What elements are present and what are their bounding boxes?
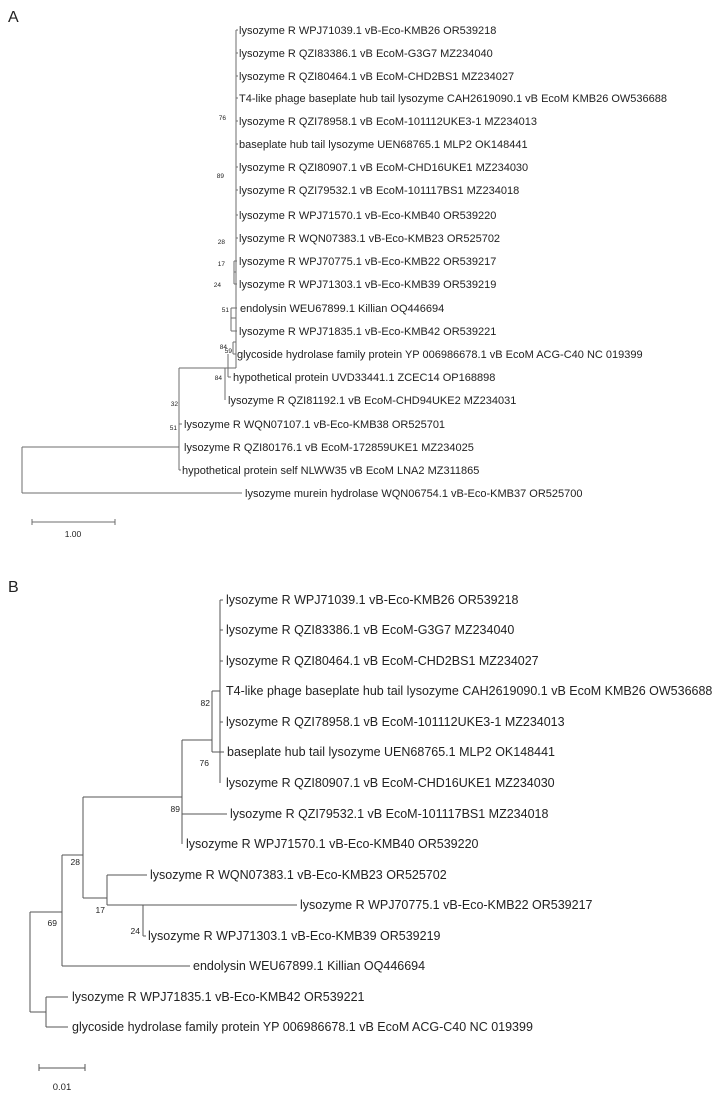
taxon-label: lysozyme murein hydrolase WQN06754.1 vB-Eco-KMB37 OR525700 (245, 488, 583, 500)
panel-b-bootstrap-labels (48, 698, 211, 936)
taxon-label: lysozyme R WPJ71835.1 vB-Eco-KMB42 OR539221 (72, 990, 365, 1004)
taxon-label: lysozyme R WQN07383.1 vB-Eco-KMB23 OR525702 (239, 233, 501, 245)
panel-a-scale-label: 1.00 (64, 529, 82, 539)
taxon-label: lysozyme R QZI83386.1 vB EcoM-G3G7 MZ234040 (226, 623, 515, 637)
bootstrap-value: 24 (213, 282, 221, 289)
taxon-label: T4-like phage baseplate hub tail lysozyme CAH2619090.1 vB EcoM KMB26 OW536688 (226, 684, 713, 698)
taxon-label: lysozyme R QZI79532.1 vB EcoM-101117BS1 MZ234018 (239, 185, 520, 197)
bootstrap-value: 51 (221, 307, 229, 314)
taxon-label: T4-like phage baseplate hub tail lysozyme CAH2619090.1 vB EcoM KMB26 OW536688 (239, 93, 668, 105)
taxon-label: lysozyme R QZI79532.1 vB EcoM-101117BS1 MZ234018 (230, 807, 549, 821)
taxon-label: glycoside hydrolase family protein YP 006986678.1 vB EcoM ACG-C40 NC 019399 (237, 349, 643, 361)
taxon-label: hypothetical protein self NLWW35 vB EcoM LNA2 MZ311865 (182, 465, 480, 477)
taxon-label: lysozyme R WPJ71039.1 vB-Eco-KMB26 OR539218 (239, 25, 497, 37)
taxon-label: lysozyme R QZI80907.1 vB EcoM-CHD16UKE1 MZ234030 (239, 162, 529, 174)
bootstrap-value: 76 (199, 758, 209, 768)
bootstrap-value: 24 (130, 926, 140, 936)
bootstrap-value: 89 (170, 804, 180, 814)
taxon-label: hypothetical protein UVD33441.1 ZCEC14 OP168898 (233, 372, 496, 384)
panel-b-taxon-labels (72, 593, 712, 1034)
panel-letters (8, 9, 19, 596)
taxon-label: lysozyme R WPJ71835.1 vB-Eco-KMB42 OR539221 (239, 326, 497, 338)
panel-a-taxon-labels (182, 25, 667, 500)
panel-b-letter: B (8, 579, 19, 596)
bootstrap-value: 28 (217, 239, 225, 246)
taxon-label: lysozyme R WPJ70775.1 vB-Eco-KMB22 OR539217 (239, 256, 497, 268)
bootstrap-value: 84 (214, 375, 222, 382)
bootstrap-value: 76 (218, 115, 226, 122)
taxon-label: lysozyme R QZI80464.1 vB EcoM-CHD2BS1 MZ234027 (239, 71, 515, 83)
taxon-label: endolysin WEU67899.1 Killian OQ446694 (193, 959, 426, 973)
taxon-label: lysozyme R QZI81192.1 vB EcoM-CHD94UKE2 MZ234031 (228, 395, 517, 407)
bootstrap-value: 84 (219, 344, 227, 351)
bootstrap-value: 89 (216, 173, 224, 180)
bootstrap-value: 17 (217, 261, 225, 268)
taxon-label: lysozyme R QZI80907.1 vB EcoM-CHD16UKE1 MZ234030 (226, 776, 555, 790)
bootstrap-value: 82 (200, 698, 210, 708)
taxon-label: glycoside hydrolase family protein YP 006986678.1 vB EcoM ACG-C40 NC 019399 (72, 1020, 533, 1034)
panel-a-letter: A (8, 9, 19, 26)
taxon-label: lysozyme R WPJ71570.1 vB-Eco-KMB40 OR539220 (239, 210, 497, 222)
taxon-label: lysozyme R WPJ70775.1 vB-Eco-KMB22 OR539217 (300, 898, 593, 912)
taxon-label: lysozyme R WPJ71570.1 vB-Eco-KMB40 OR539220 (186, 837, 479, 851)
taxon-label: lysozyme R WPJ71303.1 vB-Eco-KMB39 OR539219 (239, 279, 497, 291)
taxon-label: lysozyme R QZI80176.1 vB EcoM-172859UKE1 MZ234025 (184, 442, 474, 454)
taxon-label: baseplate hub tail lysozyme UEN68765.1 MLP2 OK148441 (227, 745, 555, 759)
taxon-label: baseplate hub tail lysozyme UEN68765.1 MLP2 OK148441 (239, 139, 528, 151)
scale-bar-labels (53, 529, 82, 1093)
bootstrap-value: 28 (70, 857, 80, 867)
taxon-label: lysozyme R QZI83386.1 vB EcoM-G3G7 MZ234040 (239, 48, 493, 60)
taxon-label: endolysin WEU67899.1 Killian OQ446694 (240, 303, 445, 315)
bootstrap-value: 51 (169, 425, 177, 432)
bootstrap-value: 59 (224, 348, 232, 355)
bootstrap-value: 69 (47, 918, 57, 928)
taxon-label: lysozyme R WQN07383.1 vB-Eco-KMB23 OR525702 (150, 868, 447, 882)
bootstrap-value: 32 (170, 401, 178, 408)
taxon-label: lysozyme R WQN07107.1 vB-Eco-KMB38 OR525701 (184, 419, 446, 431)
taxon-label: lysozyme R QZI80464.1 vB EcoM-CHD2BS1 MZ234027 (226, 654, 539, 668)
taxon-label: lysozyme R WPJ71303.1 vB-Eco-KMB39 OR539219 (148, 929, 441, 943)
bootstrap-value: 17 (95, 905, 105, 915)
taxon-label: lysozyme R QZI78958.1 vB EcoM-101112UKE3-1 MZ234013 (239, 116, 537, 128)
taxon-label: lysozyme R WPJ71039.1 vB-Eco-KMB26 OR539218 (226, 593, 519, 607)
taxon-label: lysozyme R QZI78958.1 vB EcoM-101112UKE3-1 MZ234013 (226, 715, 565, 729)
panel-b-scale-label: 0.01 (52, 1082, 72, 1093)
